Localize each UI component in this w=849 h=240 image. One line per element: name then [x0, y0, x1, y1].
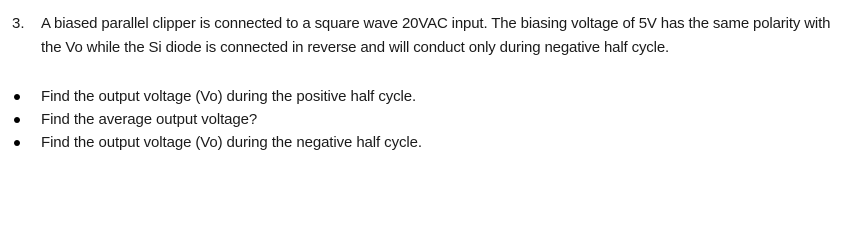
bullet-icon [14, 94, 20, 100]
question-text: A biased parallel clipper is connected to a square wave 20VAC input. The biasing voltage of 5V has the same polarity with the Vo while the Si diode is connected in reverse and will conduct only during negative half cycle. [41, 15, 831, 56]
bullet-text: Find the average output voltage? [41, 111, 258, 128]
bullet-icon [14, 140, 20, 146]
list-item [12, 131, 422, 154]
bullet-icon [14, 117, 20, 123]
list-item [12, 108, 422, 131]
bullet-text: Find the output voltage (Vo) during the positive half cycle. [41, 88, 417, 105]
question-block [12, 12, 842, 60]
question-number: 3. [12, 15, 25, 32]
bullet-list [12, 85, 422, 154]
question-row [12, 12, 842, 60]
bullet-text: Find the output voltage (Vo) during the negative half cycle. [41, 134, 422, 151]
list-item [12, 85, 422, 108]
